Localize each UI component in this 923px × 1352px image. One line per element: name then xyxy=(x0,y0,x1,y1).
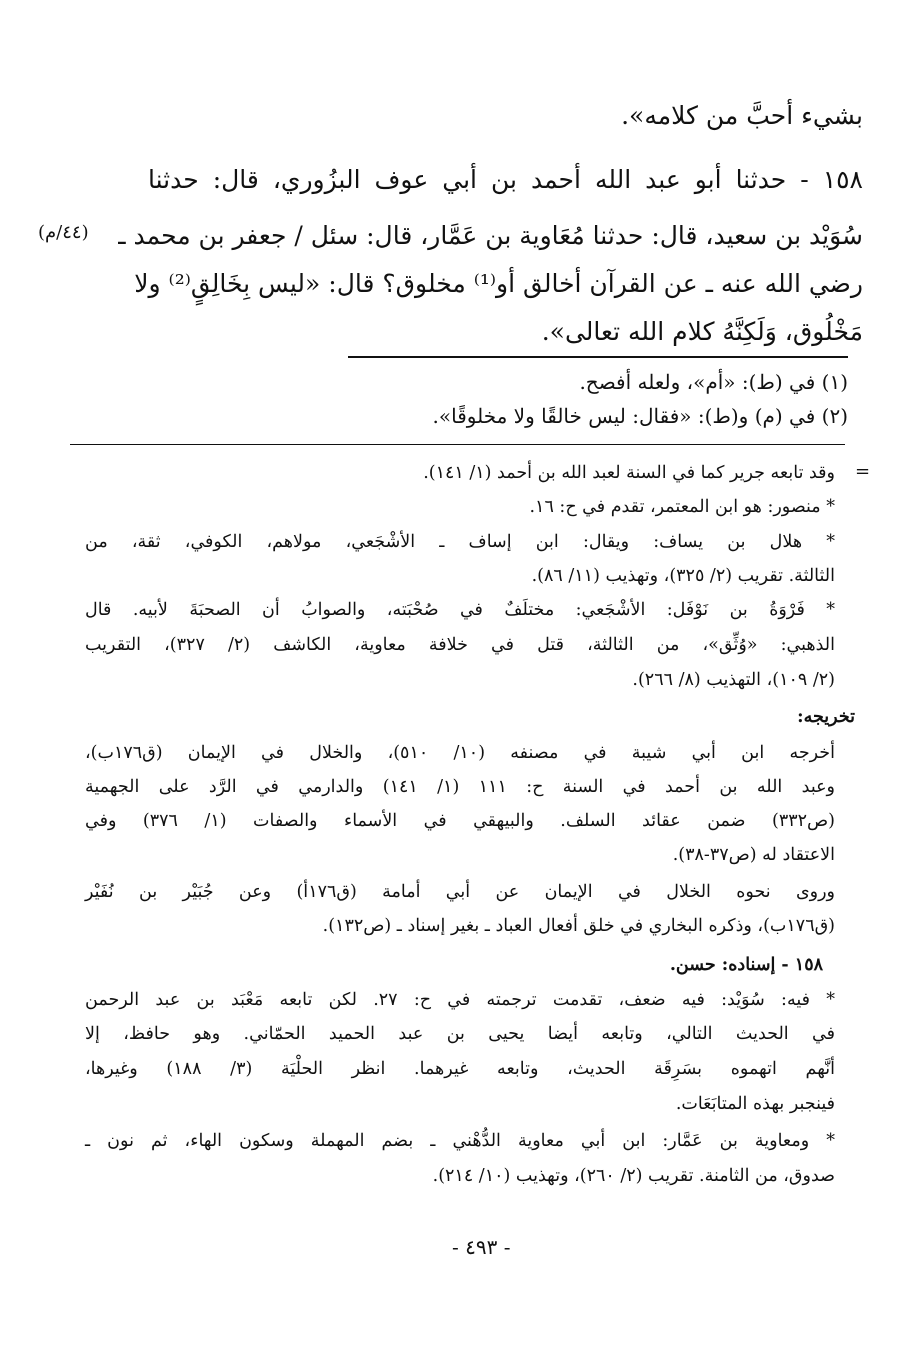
commentary-line-6: الذهبي: «وُثِّق»، من الثالثة، قتل في خلافة معاوية، الكاشف (٢/ ٣٢٧)، التقريب xyxy=(85,635,835,655)
commentary-line-5: * فَرْوَةُ بن نَوْفَل: الأشْجَعي: مختلَفٌ في صُحْبَته، والصوابُ أن الصحبَةَ لأبيه. قال xyxy=(85,600,835,620)
commentary-line-1: وقد تابعه جرير كما في السنة لعبد الله بن أحمد (١/ ١٤١). xyxy=(423,463,835,483)
main-line-1: بشيء أحبَّ من كلامه». xyxy=(621,101,863,130)
main-line-4: رضي الله عنه ـ عن القرآن أخالق أو⁽¹⁾ مخلوق؟ قال: «ليس بِخَالِقٍ⁽²⁾ ولا xyxy=(134,269,863,298)
main-line-2: ١٥٨ - حدثنا أبو عبد الله أحمد بن أبي عوف البزُوري، قال: حدثنا xyxy=(148,165,863,194)
isnad-line-3: أنَّهم اتهموه بسَرِقَة الحديث، وتابعه غيرهما. انظر الحلْيَة (٣/ ١٨٨) وغيرها، xyxy=(85,1059,835,1079)
takhrij-line-6: (ق١٧٦ب)، وذكره البخاري في خلق أفعال العباد ـ بغير إسناد ـ (ص١٣٢). xyxy=(322,916,835,936)
isnad-line-6: صدوق، من الثامنة. تقريب (٢/ ٢٦٠)، وتهذيب (١٠/ ٢١٤). xyxy=(432,1166,835,1186)
footnote-1: (١) في (ط): «أم»، ولعله أفصح. xyxy=(579,370,848,394)
isnad-heading: ١٥٨ - إسناده: حسن. xyxy=(669,955,823,975)
isnad-line-1: * فيه: سُوَيْد: فيه ضعف، تقدمت ترجمته في ح: ٢٧. لكن تابعه مَعْبَد بن عبد الرحمن xyxy=(85,990,835,1010)
commentary-separator xyxy=(70,444,845,445)
commentary-line-2: * منصور: هو ابن المعتمر، تقدم في ح: ١٦. xyxy=(529,497,835,517)
takhrij-line-2: وعبد الله بن أحمد في السنة ح: ١١١ (١/ ١٤١) والدارمي في الرَّد على الجهمية xyxy=(85,777,835,797)
takhrij-line-4: الاعتقاد له (ص٣٧-٣٨). xyxy=(672,845,835,865)
commentary-line-7: (٢/ ١٠٩)، التهذيب (٨/ ٢٦٦). xyxy=(632,670,835,690)
isnad-line-5: * ومعاوية بن عَمَّار: ابن أبي معاوية الدُّهْني ـ بضم المهملة وسكون الهاء، ثم نون ـ xyxy=(85,1131,835,1151)
isnad-line-2: في الحديث التالي، وتابعه أيضا يحيى بن عبد الحميد الحمّاني. وهو حافظ، إلا xyxy=(85,1024,835,1044)
takhrij-line-3: (ص٣٣٢) ضمن عقائد السلف. والبيهقي في الأسماء والصفات (١/ ٣٧٦) وفي xyxy=(85,811,836,831)
takhrij-line-1: أخرجه ابن أبي شيبة في مصنفه (١٠/ ٥١٠)، والخلال في الإيمان (ق١٧٦ب)، xyxy=(85,743,835,763)
main-line-3: سُوَيْد بن سعيد، قال: حدثنا مُعَاوية بن عَمَّار، قال: سئل / جعفر بن محمد ـ xyxy=(118,221,863,250)
margin-note: (٤٤/م) xyxy=(38,222,89,243)
commentary-line-3: * هلال بن يساف: ويقال: ابن إساف ـ الأشْجَعي، مولاهم، الكوفي، ثقة، من xyxy=(85,532,835,552)
takhrij-line-5: وروى نحوه الخلال في الإيمان عن أبي أمامة (ق١٧٦أ) وعن جُبَيْر بن نُفَيْر xyxy=(85,882,836,902)
main-line-5: مَخْلُوق، وَلَكِنَّهُ كلام الله تعالى». xyxy=(541,317,863,346)
isnad-line-4: فينجبر بهذه المتابَعَات. xyxy=(675,1094,835,1114)
footnote-separator xyxy=(348,356,848,358)
continuation-mark: = xyxy=(855,461,871,482)
footnote-2: (٢) في (م) و(ط): «فقال: ليس خالقًا ولا مخلوقًا». xyxy=(432,404,848,428)
page-number: - ٤٩٣ - xyxy=(452,1235,511,1259)
commentary-line-4: الثالثة. تقريب (٢/ ٣٢٥)، وتهذيب (١١/ ٨٦). xyxy=(531,566,835,586)
takhrij-heading: تخريجه: xyxy=(797,707,855,727)
